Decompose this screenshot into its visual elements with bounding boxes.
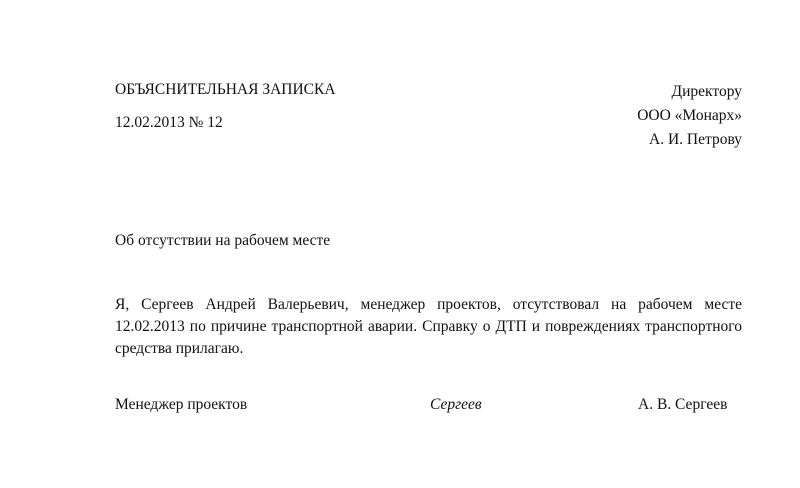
document-date-number: 12.02.2013 № 12: [115, 114, 223, 131]
signer-position: Менеджер проектов: [115, 396, 248, 413]
signer-name: А. В. Сергеев: [638, 396, 728, 413]
handwritten-signature: Сергеев: [430, 396, 482, 413]
addressee-name: А. И. Петрову: [649, 131, 742, 148]
document-subject: Об отсутствии на рабочем месте: [115, 232, 331, 249]
addressee-position: Директору: [671, 83, 742, 100]
addressee-block: [637, 80, 742, 152]
addressee-organization: ООО «Монарх»: [637, 107, 742, 124]
document-body: Я, Сергеев Андрей Валерьевич, менеджер проектов, отсутствовал на рабочем месте 12.02.2013 по причине транспортной аварии. Справку о ДТП и повреждениях транспортного средства прилагаю.: [115, 296, 742, 357]
document-title: ОБЪЯСНИТЕЛЬНАЯ ЗАПИСКА: [115, 81, 336, 98]
